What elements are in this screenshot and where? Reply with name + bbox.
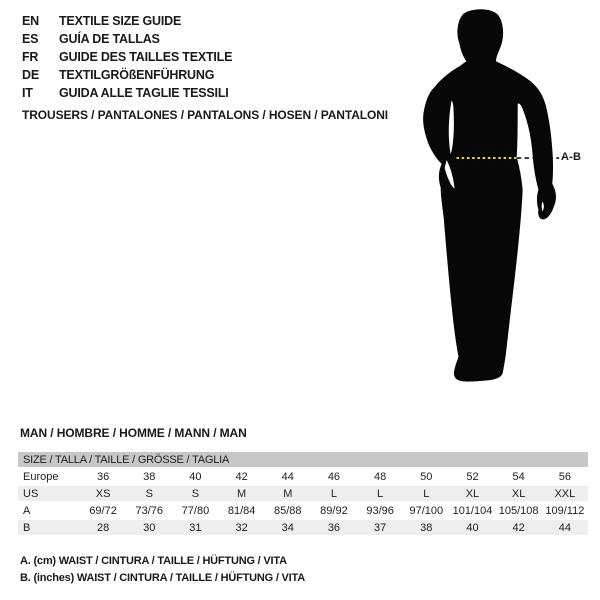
size-cell: S (126, 485, 172, 502)
size-cell: 40 (449, 519, 495, 536)
size-cell: 85/88 (265, 502, 311, 519)
size-cell: 48 (357, 468, 403, 485)
table-row (18, 485, 588, 502)
size-cell: 38 (126, 468, 172, 485)
size-cell: 38 (403, 519, 449, 536)
language-row (22, 66, 232, 84)
language-label: TEXTILE SIZE GUIDE (59, 14, 182, 28)
size-cell: 30 (126, 519, 172, 536)
figure-silhouette (395, 5, 595, 395)
size-cell: 93/96 (357, 502, 403, 519)
size-cell: 97/100 (403, 502, 449, 519)
man-body-shape (423, 9, 556, 381)
section-title: MAN / HOMBRE / HOMME / MANN / MAN (20, 426, 247, 440)
size-cell: 109/112 (542, 502, 588, 519)
size-cell: XL (449, 485, 495, 502)
language-label: GUÍA DE TALLAS (59, 32, 160, 46)
row-label: B (18, 519, 80, 536)
size-cell: L (357, 485, 403, 502)
size-cell: XXL (542, 485, 588, 502)
language-row (22, 48, 232, 66)
size-cell: L (311, 485, 357, 502)
language-code: DE (22, 68, 39, 82)
row-label: US (18, 485, 80, 502)
measurement-label: A-B (561, 151, 582, 163)
size-cell: 34 (265, 519, 311, 536)
size-cell: 69/72 (80, 502, 126, 519)
size-cell: L (403, 485, 449, 502)
size-cell: XS (80, 485, 126, 502)
size-cell: 40 (172, 468, 218, 485)
size-cell: 105/108 (496, 502, 542, 519)
size-cell: M (219, 485, 265, 502)
language-row (22, 12, 232, 30)
note-b: B. (inches) WAIST / CINTURA / TAILLE / HÜFTUNG / VITA (20, 572, 305, 584)
size-cell: 37 (357, 519, 403, 536)
language-code: EN (22, 14, 39, 28)
language-label: TEXTILGRÖßENFÜHRUNG (59, 68, 215, 82)
size-cell: M (265, 485, 311, 502)
language-label: GUIDE DES TAILLES TEXTILE (59, 50, 233, 64)
language-label: GUIDA ALLE TAGLIE TESSILI (59, 86, 229, 100)
language-code: FR (22, 50, 39, 64)
row-label: A (18, 502, 80, 519)
measurement-notes (20, 553, 305, 587)
size-cell: 56 (542, 468, 588, 485)
size-cell: 54 (496, 468, 542, 485)
size-cell: 36 (80, 468, 126, 485)
size-cell: 31 (172, 519, 218, 536)
language-row (22, 30, 232, 48)
language-code: IT (22, 86, 33, 100)
table-row (18, 519, 588, 536)
size-cell: 42 (496, 519, 542, 536)
size-cell: 50 (403, 468, 449, 485)
size-cell: 44 (542, 519, 588, 536)
size-cell: 28 (80, 519, 126, 536)
row-label: Europe (18, 468, 80, 485)
size-table-header-row (18, 452, 588, 468)
language-row (22, 84, 232, 102)
size-cell: 73/76 (126, 502, 172, 519)
note-a: A. (cm) WAIST / CINTURA / TAILLE / HÜFTUNG / VITA (20, 555, 287, 567)
table-row (18, 468, 588, 485)
size-cell: XL (496, 485, 542, 502)
size-cell: 36 (311, 519, 357, 536)
category-title: TROUSERS / PANTALONES / PANTALONS / HOSEN / PANTALONI (22, 108, 389, 122)
size-table-header: SIZE / TALLA / TAILLE / GRÖSSE / TAGLIA (18, 452, 588, 468)
size-cell: 52 (449, 468, 495, 485)
size-cell: 81/84 (219, 502, 265, 519)
table-row (18, 502, 588, 519)
size-cell: 77/80 (172, 502, 218, 519)
size-table (18, 452, 588, 537)
size-cell: 89/92 (311, 502, 357, 519)
size-cell: S (172, 485, 218, 502)
man-silhouette-graphic (395, 5, 595, 395)
size-cell: 44 (265, 468, 311, 485)
language-list (22, 12, 232, 102)
language-code: ES (22, 32, 39, 46)
size-cell: 42 (219, 468, 265, 485)
size-cell: 46 (311, 468, 357, 485)
size-cell: 32 (219, 519, 265, 536)
size-cell: 101/104 (449, 502, 495, 519)
